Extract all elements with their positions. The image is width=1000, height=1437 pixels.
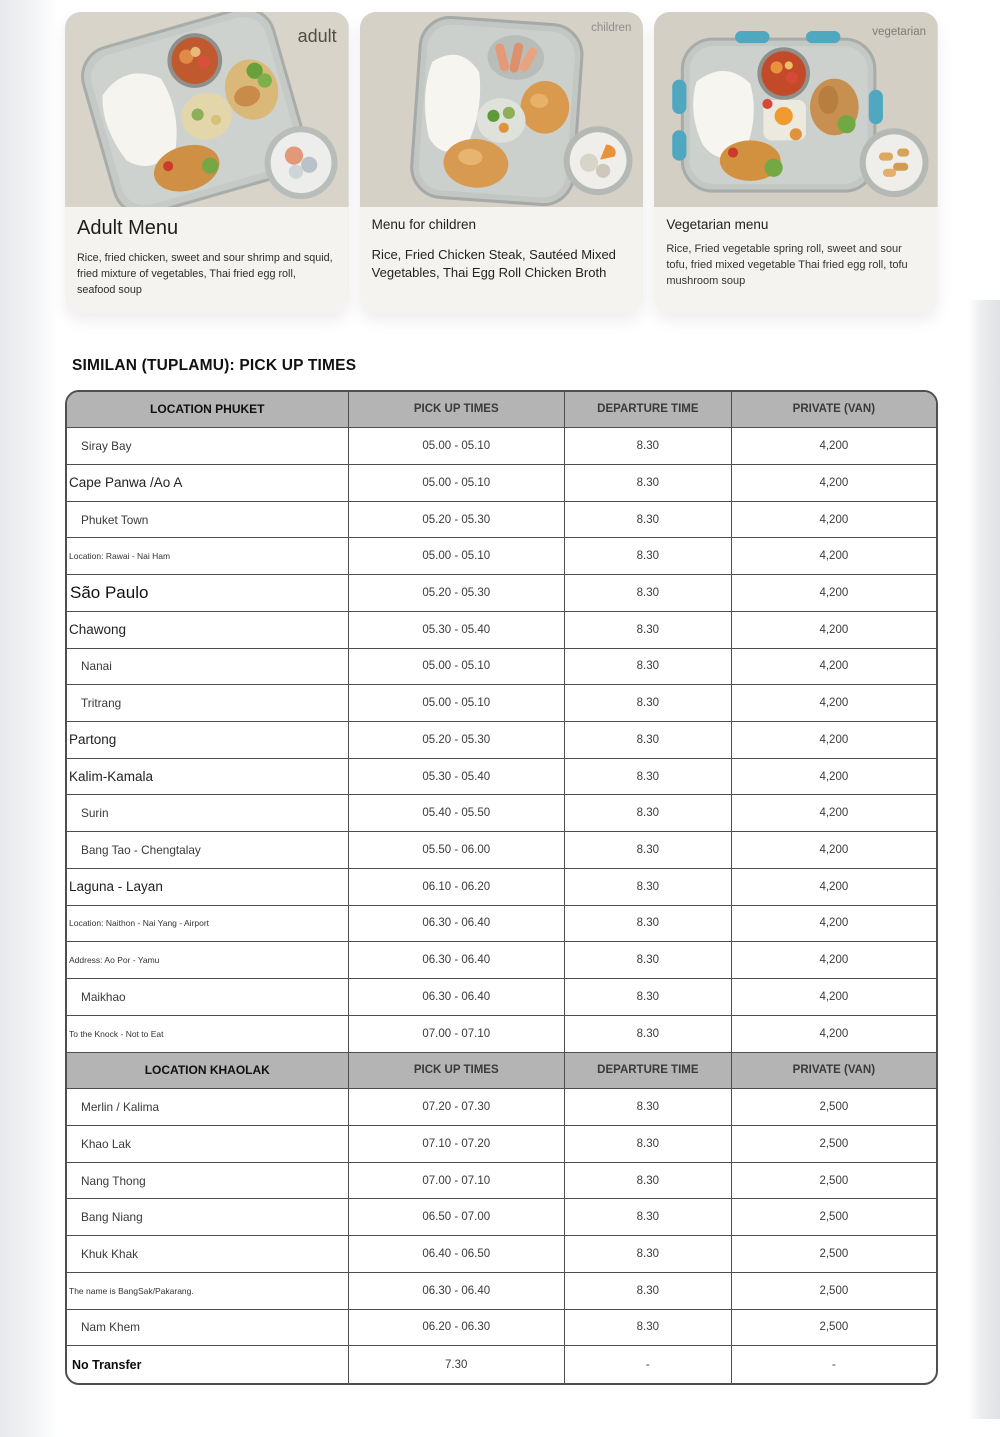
location-cell: São Paulo — [67, 575, 349, 611]
pickup-times-cell: 7.30 — [349, 1346, 565, 1383]
vegetarian-card-title: Vegetarian menu — [666, 217, 769, 232]
adult-card-label: adult — [297, 26, 337, 46]
table-row — [67, 465, 936, 502]
pickup-times-cell: 07.10 - 07.20 — [349, 1126, 565, 1162]
location-cell: Partong — [67, 722, 349, 758]
location-cell: Phuket Town — [67, 502, 349, 538]
private-van-cell: 4,200 — [819, 513, 849, 526]
children-card-body — [360, 207, 644, 295]
pickup-times-cell: 07.00 - 07.10 — [349, 1016, 565, 1052]
private-van-cell: 4,200 — [819, 660, 849, 673]
pickup-times-cell: 06.30 - 06.40 — [349, 1273, 565, 1309]
location-cell: Nanai — [67, 649, 349, 685]
departure-time-cell: 8.30 — [565, 685, 732, 721]
table-row — [67, 1163, 936, 1200]
page-left-shadow — [0, 0, 58, 1437]
location-cell: Bang Niang — [67, 1199, 349, 1235]
location-cell: Surin — [67, 795, 349, 831]
location-cell: Location: Rawai - Nai Ham — [67, 538, 349, 574]
departure-time-cell: 8.30 — [565, 1163, 732, 1199]
table-row — [67, 538, 936, 575]
pickup-table — [65, 390, 938, 1385]
departure-time-cell: 8.30 — [565, 942, 732, 978]
header-cell: DEPARTURE TIME — [565, 392, 732, 428]
location-cell: The name is BangSak/Pakarang. — [67, 1273, 349, 1309]
private-van-cell: 4,200 — [819, 954, 849, 967]
departure-time-cell: - — [565, 1346, 732, 1383]
private-van-cell: 4,200 — [819, 440, 849, 453]
pickup-times-cell: 06.10 - 06.20 — [349, 869, 565, 905]
location-cell: Cape Panwa /Ao A — [67, 465, 349, 501]
private-van-cell: 4,200 — [819, 1027, 849, 1040]
table-row — [67, 1199, 936, 1236]
vegetarian-meal-tray-illustration — [654, 12, 938, 207]
departure-time-cell: 8.30 — [565, 869, 732, 905]
table-row — [67, 1089, 936, 1126]
departure-time-cell: 8.30 — [565, 1236, 732, 1272]
departure-time-cell: 8.30 — [565, 465, 732, 501]
children-meal-photo — [360, 12, 644, 207]
private-van-cell: 4,200 — [819, 917, 849, 930]
location-cell: Address: Ao Por - Yamu — [67, 942, 349, 978]
location-cell: Siray Bay — [67, 428, 349, 464]
table-row — [67, 942, 936, 979]
departure-time-cell: 8.30 — [565, 906, 732, 942]
header-cell: PRIVATE (VAN) — [792, 1064, 876, 1077]
table-row — [67, 575, 936, 612]
table-row — [67, 722, 936, 759]
private-van-cell: 2,500 — [819, 1137, 849, 1150]
table-row — [67, 1310, 936, 1347]
menu-card-vegetarian[interactable] — [654, 12, 938, 313]
pickup-times-cell: 07.20 - 07.30 — [349, 1089, 565, 1125]
private-van-cell: 4,200 — [819, 476, 849, 489]
header-cell: PICK UP TIMES — [349, 392, 565, 428]
pickup-times-cell: 05.20 - 05.30 — [349, 502, 565, 538]
private-van-cell: 2,500 — [819, 1211, 849, 1224]
location-cell: Chawong — [67, 612, 349, 648]
pickup-times-title: SIMILAN (TUPLAMU): PICK UP TIMES — [72, 356, 357, 374]
children-card-description: Rice, Fried Chicken Steak, Sautéed Mixed Vegetables, Thai Egg Roll Chicken Broth — [371, 247, 616, 280]
vegetarian-card-description: Rice, Fried vegetable spring roll, sweet and sour tofu, fried mixed vegetable Thai fried egg roll, tofu mushroom soup — [666, 243, 908, 287]
private-van-cell: 4,200 — [819, 807, 849, 820]
departure-time-cell: 8.30 — [565, 1273, 732, 1309]
vegetarian-meal-photo — [654, 12, 938, 207]
location-cell: Location: Naithon - Nai Yang - Airport — [67, 906, 349, 942]
pickup-times-cell: 06.50 - 07.00 — [349, 1199, 565, 1235]
departure-time-cell: 8.30 — [565, 1199, 732, 1235]
location-cell: Maikhao — [67, 979, 349, 1015]
departure-time-cell: 8.30 — [565, 612, 732, 648]
pickup-times-cell: 05.50 - 06.00 — [349, 832, 565, 868]
pickup-times-cell: 06.20 - 06.30 — [349, 1310, 565, 1346]
table-row — [67, 1126, 936, 1163]
pickup-times-cell: 05.30 - 05.40 — [349, 759, 565, 795]
pickup-times-cell: 05.00 - 05.10 — [349, 538, 565, 574]
pickup-times-cell: 05.00 - 05.10 — [349, 649, 565, 685]
table-row — [67, 502, 936, 539]
private-van-cell: 4,200 — [819, 990, 849, 1003]
private-van-cell: 4,200 — [819, 733, 849, 746]
table-row — [67, 832, 936, 869]
pickup-times-cell: 06.40 - 06.50 — [349, 1236, 565, 1272]
adult-card-title: Adult Menu — [77, 217, 179, 239]
departure-time-cell: 8.30 — [565, 502, 732, 538]
table-row — [67, 1346, 936, 1383]
location-cell: Tritrang — [67, 685, 349, 721]
location-cell: Khao Lak — [67, 1126, 349, 1162]
departure-time-cell: 8.30 — [565, 649, 732, 685]
pickup-times-cell: 06.30 - 06.40 — [349, 942, 565, 978]
location-cell: Nam Khem — [67, 1310, 349, 1346]
departure-time-cell: 8.30 — [565, 722, 732, 758]
pickup-times-cell: 05.00 - 05.10 — [349, 465, 565, 501]
menu-card-children[interactable] — [360, 12, 644, 313]
private-van-cell: 2,500 — [819, 1101, 849, 1114]
pickup-times-cell: 07.00 - 07.10 — [349, 1163, 565, 1199]
table-row — [67, 759, 936, 796]
header-cell: LOCATION KHAOLAK — [67, 1053, 349, 1089]
pickup-times-cell: 05.40 - 05.50 — [349, 795, 565, 831]
header-cell: LOCATION PHUKET — [67, 392, 349, 428]
departure-time-cell: 8.30 — [565, 1016, 732, 1052]
table-section-header-row — [67, 1053, 936, 1090]
private-van-cell: 4,200 — [819, 770, 849, 783]
departure-time-cell: 8.30 — [565, 832, 732, 868]
menu-card-adult[interactable] — [65, 12, 349, 313]
content — [65, 0, 938, 1385]
location-cell: No Transfer — [67, 1346, 349, 1383]
table-row — [67, 906, 936, 943]
table-row — [67, 1016, 936, 1053]
private-van-cell: 2,500 — [819, 1321, 849, 1334]
departure-time-cell: 8.30 — [565, 795, 732, 831]
vegetarian-card-body — [654, 207, 938, 304]
children-meal-tray-illustration — [360, 12, 644, 207]
table-row — [67, 612, 936, 649]
departure-time-cell: 8.30 — [565, 1089, 732, 1125]
departure-time-cell: 8.30 — [565, 1126, 732, 1162]
table-row — [67, 428, 936, 465]
children-card-title: Menu for children — [371, 217, 476, 232]
location-cell: Nang Thong — [67, 1163, 349, 1199]
page-right-shadow — [968, 300, 1000, 1419]
pickup-times-cell: 05.20 - 05.30 — [349, 722, 565, 758]
private-van-cell: 4,200 — [819, 550, 849, 563]
private-van-cell: 4,200 — [819, 623, 849, 636]
private-van-cell: 2,500 — [819, 1284, 849, 1297]
pickup-times-cell: 05.00 - 05.10 — [349, 685, 565, 721]
private-van-cell: - — [831, 1358, 836, 1371]
table-row — [67, 685, 936, 722]
header-cell: PICK UP TIMES — [349, 1053, 565, 1089]
private-van-cell: 4,200 — [819, 587, 849, 600]
pickup-times-cell: 05.20 - 05.30 — [349, 575, 565, 611]
location-cell: Laguna - Layan — [67, 869, 349, 905]
location-cell: To the Knock - Not to Eat — [67, 1016, 349, 1052]
table-row — [67, 979, 936, 1016]
private-van-cell: 4,200 — [819, 880, 849, 893]
table-section-header-row — [67, 392, 936, 429]
departure-time-cell: 8.30 — [565, 759, 732, 795]
private-van-cell: 4,200 — [819, 697, 849, 710]
vegetarian-card-label: vegetarian — [872, 26, 927, 38]
table-row — [67, 649, 936, 686]
private-van-cell: 4,200 — [819, 844, 849, 857]
table-row — [67, 1236, 936, 1273]
children-card-label: children — [591, 22, 632, 34]
departure-time-cell: 8.30 — [565, 538, 732, 574]
location-cell: Khuk Khak — [67, 1236, 349, 1272]
pickup-times-cell: 05.00 - 05.10 — [349, 428, 565, 464]
pickup-times-cell: 06.30 - 06.40 — [349, 979, 565, 1015]
header-cell: DEPARTURE TIME — [565, 1053, 732, 1089]
location-cell: Bang Tao - Chengtalay — [67, 832, 349, 868]
pickup-times-cell: 06.30 - 06.40 — [349, 906, 565, 942]
departure-time-cell: 8.30 — [565, 428, 732, 464]
private-van-cell: 2,500 — [819, 1247, 849, 1260]
departure-time-cell: 8.30 — [565, 575, 732, 611]
table-row — [67, 795, 936, 832]
departure-time-cell: 8.30 — [565, 1310, 732, 1346]
location-cell: Merlin / Kalima — [67, 1089, 349, 1125]
departure-time-cell: 8.30 — [565, 979, 732, 1015]
header-cell: PRIVATE (VAN) — [792, 403, 876, 416]
pickup-times-cell: 05.30 - 05.40 — [349, 612, 565, 648]
location-cell: Kalim-Kamala — [67, 759, 349, 795]
private-van-cell: 2,500 — [819, 1174, 849, 1187]
table-row — [67, 869, 936, 906]
menu-cards-section — [65, 12, 938, 313]
adult-card-description: Rice, fried chicken, sweet and sour shrimp and squid, fried mixture of vegetables, Thai fried egg roll, seafood soup — [77, 252, 333, 297]
table-row — [67, 1273, 936, 1310]
adult-card-body — [65, 207, 349, 313]
